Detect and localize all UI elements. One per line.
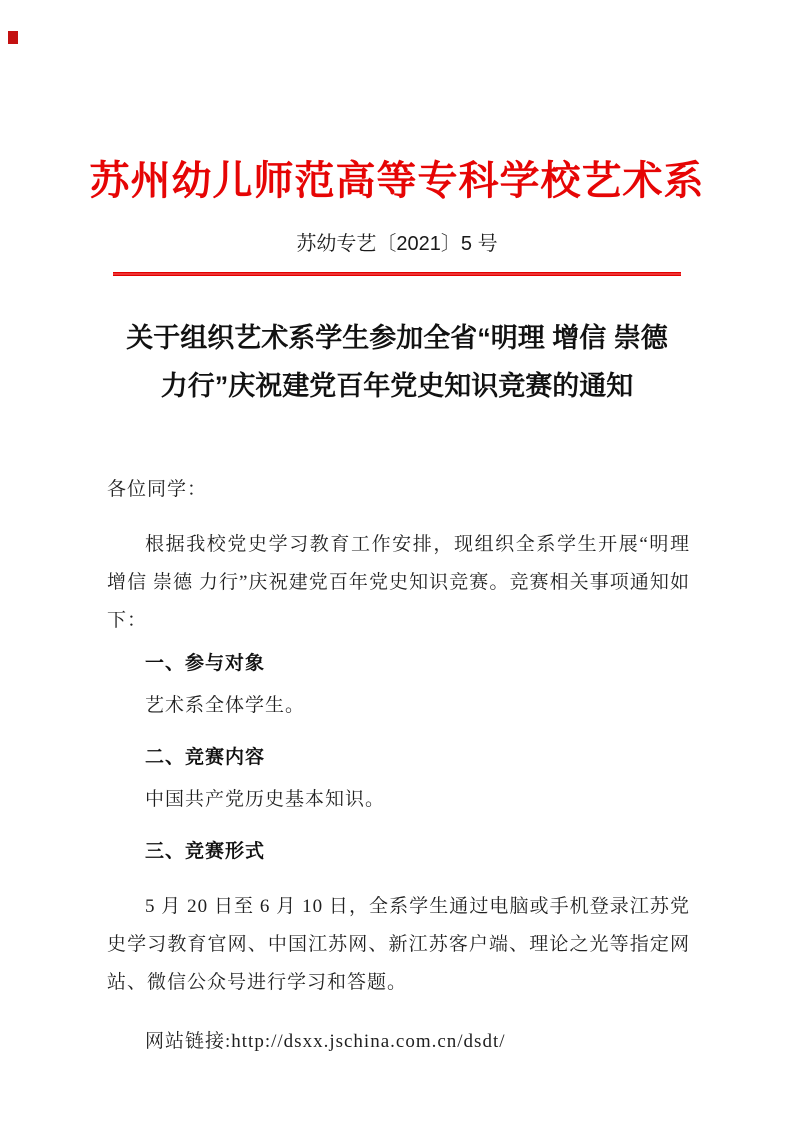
notice-title — [0, 314, 794, 410]
document-body — [0, 476, 794, 1056]
notice-title-line-1: 关于组织艺术系学生参加全省“明理 增信 崇德 — [126, 323, 668, 353]
section-1-body: 艺术系全体学生。 — [145, 695, 306, 716]
section-3-heading: 三、竞赛形式 — [145, 841, 266, 862]
website-link-text: 网站链接:http://dsxx.jschina.com.cn/dsdt/ — [145, 1031, 506, 1052]
notice-title-line-2: 力行”庆祝建党百年党史知识竞赛的通知 — [160, 371, 634, 401]
section-2-body: 中国共产党历史基本知识。 — [145, 789, 386, 810]
section-2-heading: 二、竞赛内容 — [145, 747, 266, 768]
intro-paragraph: 根据我校党史学习教育工作安排，现组织全系学生开展“明理 增信 崇德 力行”庆祝建党百年党史知识竞赛。竞赛相关事项通知如下： — [107, 534, 690, 631]
salutation: 各位同学： — [107, 479, 208, 500]
section-1-heading: 一、参与对象 — [145, 653, 266, 674]
section-3-body: 5 月 20 日至 6 月 10 日，全系学生通过电脑或手机登录江苏党史学习教育官网、中国江苏网、新江苏客户端、理论之光等指定网站、微信公众号进行学习和答题。 — [107, 896, 690, 993]
red-corner-mark — [8, 31, 18, 44]
red-divider-rule — [113, 272, 681, 276]
department-title: 苏州幼儿师范高等专科学校艺术系 — [89, 158, 705, 203]
document-number: 苏幼专艺〔2021〕5 号 — [296, 233, 498, 255]
